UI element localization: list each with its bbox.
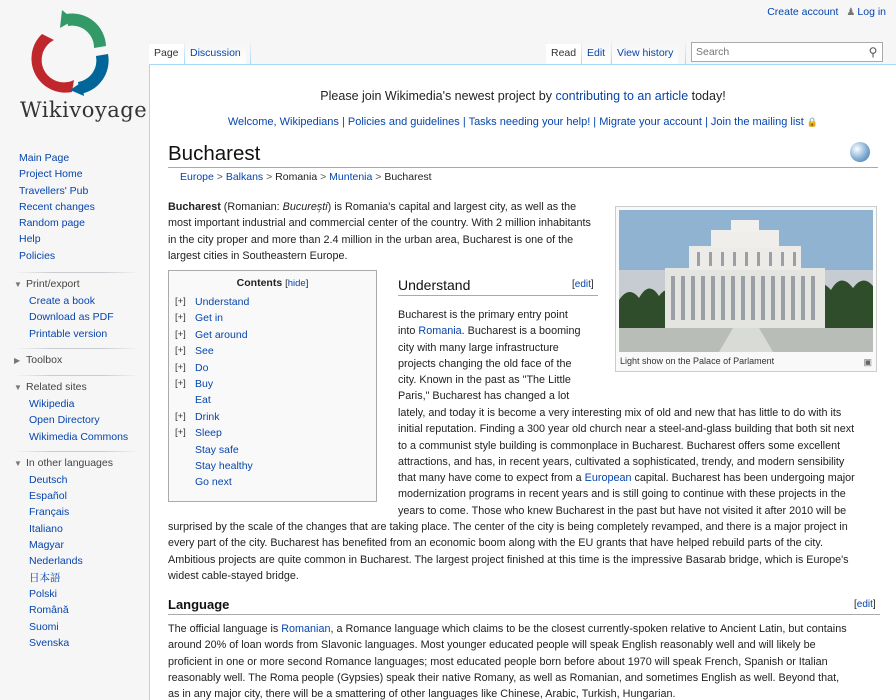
lang-francais[interactable]: Français (29, 506, 70, 519)
notice-text: Please join Wikimedia's newest project by (320, 89, 556, 103)
toc-link-stay-healthy[interactable]: Stay healthy (195, 460, 253, 473)
portal-title: Print/export (26, 278, 80, 291)
toc-item (175, 425, 370, 441)
text-line: surprised by the scale of the changes that are taking place. The center of the city is being completely revamped, and there is a major project in (168, 521, 848, 533)
toc-toggle[interactable]: [+] (175, 361, 186, 373)
triangle-down-icon: ▼ (14, 458, 22, 468)
nav-download-pdf[interactable]: Download as PDF (29, 311, 114, 324)
text-line: that many have come to expect from a European capital. Bucharest has been undergoing major (398, 472, 855, 485)
toc-toggle[interactable]: [+] (175, 328, 186, 340)
text-line: around 20% of loan words from Slavonic languages. Most younger educated people will speak English reasonably well and will likely be (168, 639, 816, 652)
tab-discussion[interactable]: Discussion (185, 44, 246, 64)
table-of-contents (168, 270, 377, 502)
nav-travellers-pub[interactable]: Travellers' Pub (19, 184, 89, 197)
toc-item (175, 474, 370, 490)
text-line: years to come. Those who knew Bucharest in the past but have not visited it after 2010 will be (398, 504, 847, 517)
understand-paragraph-bottom (168, 519, 883, 584)
tab-read[interactable]: Read (546, 44, 581, 64)
login-link-group[interactable] (846, 6, 886, 18)
heading-language: Language (168, 597, 880, 615)
toc-toggle[interactable]: [+] (175, 312, 186, 324)
text-line: reasonably well. The Roma people (Gypsies) speak their native Romany, as well as Romanian, and sometimes English as well. Beyond that, (168, 671, 840, 684)
lang-magyar[interactable]: Magyar (29, 539, 65, 552)
crumb-europe[interactable]: Europe (180, 171, 214, 183)
toc-hide-link[interactable]: hide (287, 278, 306, 289)
thumbnail (615, 206, 877, 372)
thumbnail-caption: Light show on the Palace of Parlament (620, 356, 775, 366)
toc-toggle (175, 392, 195, 408)
toc-toggle (175, 458, 195, 474)
main-navigation (0, 150, 150, 264)
text-line: city with many large infrastructure (398, 341, 559, 354)
tab-separator (685, 40, 686, 64)
toc-item (175, 392, 370, 408)
portal-print-export (0, 272, 150, 342)
intro-paragraph (168, 199, 600, 264)
nav-open-directory[interactable]: Open Directory (29, 414, 100, 427)
lang-nederlands[interactable]: Nederlands (29, 555, 83, 568)
text-line: projects changing the old face of the (398, 357, 572, 370)
toc-link-do[interactable]: Do (195, 361, 209, 374)
text-span: The official language is (168, 623, 282, 635)
text-line: modernization programs in recent years and is still going to continue with these projects in the (398, 488, 846, 501)
lang-japanese[interactable]: 日本語 (29, 571, 61, 584)
understand-paragraph-mid (398, 405, 883, 519)
text-line: proficient in one or more second Romance languages; most educated people born before about 1970 will speak French, Spanish or Italian (168, 655, 828, 668)
portal-toolbox-toggle[interactable] (0, 352, 150, 369)
toc-link-buy[interactable]: Buy (195, 378, 214, 391)
triangle-down-icon: ▼ (14, 382, 22, 392)
nav-project-home[interactable]: Project Home (19, 168, 83, 181)
text-line: attractions, and has, in recent years, cultivated a sophisticated, trendy, and modern sensibility (398, 455, 845, 468)
text-line: widest cable-stayed bridge. (168, 569, 299, 582)
crumb-current: Bucharest (384, 171, 432, 183)
portal-title: Related sites (26, 380, 87, 393)
intro-italic: București (282, 201, 328, 213)
triangle-down-icon: ▼ (14, 280, 22, 290)
lang-romana[interactable]: Română (29, 604, 69, 617)
text-line: city. Known in the past as "The Little (398, 374, 571, 387)
edit-understand-wrapper: [edit] (572, 279, 594, 290)
crumb-romania[interactable]: Romania (275, 171, 318, 183)
toc-toggle[interactable]: [+] (175, 410, 186, 422)
text-span: , a Romance language which claims to be the closest currently-spoken relative to Ancient Latin, but contains (330, 623, 847, 635)
toc-link-eat[interactable]: Eat (195, 394, 211, 407)
enlarge-icon[interactable]: ▣ (863, 357, 872, 367)
personal-tools (767, 6, 886, 18)
toc-toggle[interactable]: [+] (175, 427, 186, 439)
toc-toggle (175, 442, 195, 458)
toc-item (175, 442, 370, 458)
european-link[interactable]: European (584, 472, 632, 485)
tab-view-history[interactable]: View history (612, 44, 678, 64)
lang-svenska[interactable]: Svenska (29, 636, 70, 649)
toc-item (175, 327, 370, 343)
toc-link-understand[interactable]: Understand (195, 296, 250, 308)
mailing-list-link[interactable]: Join the mailing list (710, 116, 804, 128)
lang-deutsch[interactable]: Deutsch (29, 473, 68, 486)
toc-link-stay-safe[interactable]: Stay safe (195, 443, 239, 456)
heading-understand: Understand (398, 277, 598, 296)
page-title: Bucharest (168, 142, 878, 168)
tab-edit[interactable]: Edit (582, 44, 610, 64)
lang-espanol[interactable]: Español (29, 490, 67, 503)
toc-toggle[interactable]: [+] (175, 378, 186, 390)
edit-language-wrapper: [edit] (854, 599, 876, 610)
search-icon[interactable]: ⚲ (868, 45, 878, 59)
create-account-link[interactable]: Create account (767, 6, 839, 18)
palace-of-parliament-image[interactable] (619, 210, 873, 352)
user-icon: ♟ (846, 7, 856, 18)
text-line: every part of the city. Bucharest has benefited from an economic boom along with the EU grants that have helped rebuild parts of the city. (168, 537, 823, 550)
lock-icon: 🔒 (806, 117, 819, 127)
intro-bold: Bucharest (168, 201, 221, 213)
intro-text: (Romanian: (220, 201, 283, 213)
crumb-muntenia[interactable]: Muntenia (329, 171, 373, 183)
portal-divider (14, 272, 140, 273)
portal-divider (14, 348, 140, 349)
text-line: as in any major city, there will be a smattering of other languages like Chinese, Arabic, Turkish, Hungarian. (168, 688, 676, 700)
portal-print-export-toggle[interactable] (0, 276, 150, 293)
toc-link-get-in[interactable]: Get in (195, 312, 224, 325)
portal-title: Toolbox (26, 353, 63, 366)
crumb-balkans[interactable]: Balkans (225, 171, 264, 183)
login-link[interactable]: Log in (857, 6, 886, 18)
content-area (149, 64, 896, 700)
nav-random-page[interactable]: Random page (19, 217, 85, 230)
portal-toolbox (0, 348, 150, 369)
toc-item (175, 458, 370, 474)
wikivoyage-logo[interactable] (14, 4, 148, 130)
toc-toggle[interactable]: [+] (175, 345, 186, 357)
text-line: initial reputation. Finding a 300 year old church near a steel-and-glass building that both sit next (398, 423, 855, 436)
text-line: Paris," Bucharest has changed a lot (398, 390, 570, 403)
portal-related-toggle[interactable] (0, 379, 150, 396)
nav-wikipedia[interactable]: Wikipedia (29, 397, 75, 410)
sidebar (0, 150, 150, 651)
welcome-bar (150, 116, 896, 128)
toc-item (175, 294, 370, 310)
tab-page[interactable]: Page (149, 44, 184, 64)
text-line: lately, and today it is become a very interesting mix of old and new that has little to do with its (398, 407, 842, 419)
portal-title: In other languages (26, 456, 113, 469)
toc-title: Contents (236, 277, 283, 289)
wikivoyage-wordmark: Wikivoyage (20, 98, 148, 122)
breadcrumb: Europe > Balkans > Romania > Muntenia > Bucharest (180, 171, 432, 183)
portal-related-sites (0, 375, 150, 445)
nav-recent-changes[interactable]: Recent changes (19, 200, 95, 213)
text-line: Ambitious projects are quite common in Bucharest. The largest project finished at this time is the impressive Basarab bridge, which is Europe's (168, 553, 849, 566)
palace-image-icon (619, 210, 873, 352)
toc-item (175, 343, 370, 359)
portal-divider (14, 375, 140, 376)
nav-wikimedia-commons[interactable]: Wikimedia Commons (29, 430, 129, 443)
toc-link-sleep[interactable]: Sleep (195, 427, 222, 440)
lang-suomi[interactable]: Suomi (29, 620, 59, 633)
portal-divider (14, 451, 140, 452)
toc-list (175, 294, 370, 491)
text-line: to a communist style building is commonplace in Bucharest. Bucharest offers some excellent (398, 439, 841, 452)
nav-printable-version[interactable]: Printable version (29, 327, 108, 340)
edit-understand-link[interactable]: edit (574, 279, 591, 290)
nav-create-book[interactable]: Create a book (29, 295, 95, 308)
toc-link-get-around[interactable]: Get around (195, 328, 248, 341)
text-line: Bucharest is the primary entry point (398, 309, 568, 321)
toc-item (175, 310, 370, 326)
site-notice (150, 89, 896, 103)
portal-languages-toggle[interactable] (0, 455, 150, 472)
toc-item (175, 409, 370, 425)
portal-languages (0, 451, 150, 651)
toc-item (175, 376, 370, 392)
toc-toggle[interactable]: [+] (175, 296, 186, 307)
notice-text-end: today! (688, 89, 726, 103)
nav-main-page[interactable]: Main Page (19, 152, 70, 164)
text-line: into Romania. Bucharest is a booming (398, 325, 581, 338)
edit-language-link[interactable]: edit (856, 599, 873, 610)
toc-toggle (175, 474, 195, 490)
language-paragraph (168, 621, 883, 700)
romania-link[interactable]: Romania (418, 325, 462, 338)
lang-italiano[interactable]: Italiano (29, 522, 63, 535)
toc-title-row: Contents [hide] (236, 277, 309, 289)
toc-link-go-next[interactable]: Go next (195, 476, 232, 489)
triangle-right-icon: ▶ (14, 355, 21, 365)
understand-paragraph-top (398, 307, 613, 405)
toc-item (175, 360, 370, 376)
intro-text-rest: ) is Romania's capital and largest city, as well as the most important industrial and commercial center of the country. With 2 million inhabitants in the city proper and more than 2.4 million in the urban area, Bucharest is one of the largest cities in Southeastern Europe. (168, 201, 591, 262)
toc-link-see[interactable]: See (195, 345, 214, 358)
nav-help[interactable]: Help (19, 233, 41, 246)
lang-polski[interactable]: Polski (29, 587, 58, 600)
nav-policies[interactable]: Policies (19, 249, 56, 262)
tab-separator (250, 40, 251, 64)
text-line (168, 621, 883, 637)
globe-icon[interactable] (850, 142, 870, 162)
search-input[interactable] (691, 42, 883, 62)
toc-link-drink[interactable]: Drink (195, 410, 220, 423)
welcome-links[interactable]: Welcome, Wikipedians | Policies and guidelines | Tasks needing your help! | Migrate your account | (227, 116, 711, 128)
notice-link[interactable]: contributing to an article (555, 89, 689, 103)
romanian-link[interactable]: Romanian (281, 623, 331, 635)
